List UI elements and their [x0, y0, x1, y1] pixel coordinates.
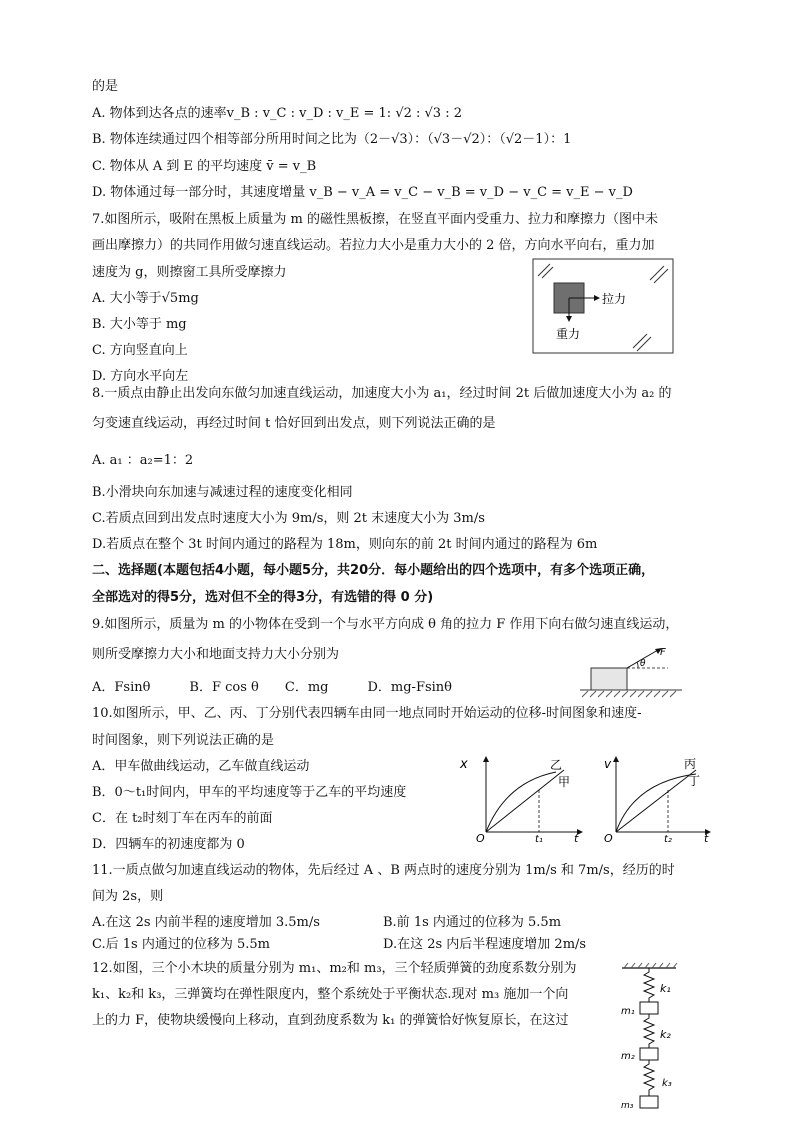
q11-stem-2: 间为 2s，则 [92, 889, 164, 904]
spring-k3-label: k₃ [662, 1078, 672, 1089]
section-2-header-1: 二、选择题(本题包括4小题，每小题5分，共20分．每小题给出的四个选项中，有多个选项正确， [92, 563, 655, 578]
q10a-curve-yi-label: 乙 [550, 758, 563, 772]
q11-option-a: A.在这 2s 内前半程的速度增加 3.5m/s [92, 915, 320, 930]
q12-stem-2: k₁、k₂和 k₃，三弹簧均在弹性限度内，整个系统处于平衡状态.现对 m₃ 施加一个向 [92, 987, 569, 1002]
q10a-curve-jia-label: 甲 [558, 775, 571, 789]
q10a-origin-label: O [476, 832, 485, 844]
block-m2 [640, 1048, 658, 1060]
q11-stem-1: 11.一质点做匀加速直线运动的物体，先后经过 A 、B 两点时的速度分别为 1m/s 和 7m/s，经历的时 [92, 863, 675, 878]
mass-m2-label: m₂ [621, 1051, 635, 1062]
q6-option-d: D. 物体通过每一部分时，其速度增量 v_B − v_A = v_C − v_B = v_D − v_C = v_E − v_D [92, 185, 633, 200]
q7-option-b: B. 大小等于 mg [92, 317, 187, 332]
q9-stem-2: 则所受摩擦力大小和地面支持力大小分别为 [92, 647, 340, 662]
spring-k1-label: k₁ [660, 982, 671, 995]
q9-force-label: F [660, 647, 666, 658]
section-2-header-2: 全部选对的得5分，选对但不全的得3分，有选错的得 0 分) [92, 590, 434, 605]
q7-stem-3: 速度为 g，则擦窗工具所受摩擦力 [92, 265, 287, 280]
q6-option-a: A. 物体到达各点的速率v_B : v_C : v_D : v_E = 1: √2 : √3 : 2 [92, 106, 462, 121]
q9-block [591, 668, 627, 690]
q8-option-a: A. a₁ ：a₂=1：2 [92, 453, 194, 468]
q10a-t-axis-label: t [574, 832, 579, 844]
q9-stem-1: 9.如图所示，质量为 m 的小物体在受到一个与水平方向成 θ 角的拉力 F 作用下向右做匀速直线运动， [92, 617, 679, 632]
q11-option-c: C.后 1s 内通过的位移为 5.5m [92, 937, 270, 952]
q10-option-b: B．0～t₁时间内，甲车的平均速度等于乙车的平均速度 [92, 785, 407, 800]
q7-stem-2: 画出摩擦力）的共同作用做匀速直线运动。若拉力大小是重力大小的 2 倍，方向水平向右，重力加 [92, 238, 655, 253]
q8-option-c: C.若质点回到出发点时速度大小为 9m/s，则 2t 末速度大小为 3m/s [92, 511, 485, 526]
q10-xt-graph [456, 752, 586, 844]
q10b-y-axis-label: v [604, 757, 612, 771]
q11-option-d: D.在这 2s 内后半程速度增加 2m/s [383, 937, 587, 952]
q10-option-c: C．在 t₂时刻丁车在丙车的前面 [92, 811, 273, 826]
q9-options: A．Fsinθ B．F cos θ C．mg D．mg-Fsinθ [92, 680, 452, 695]
q8-stem-1: 8.一质点由静止出发向东做匀加速直线运动，加速度大小为 a₁，经过时间 2t 后做加速度大小为 a₂ 的 [92, 386, 672, 401]
q10b-curve-ding-label: 丁 [688, 774, 701, 788]
q10-stem-1: 10.如图所示，甲、乙、丙、丁分别代表四辆车由同一地点同时开始运动的位移-时间图象和速度- [92, 706, 642, 721]
q10-stem-2: 时间图象，则下列说法正确的是 [92, 733, 275, 748]
q10b-tick-label: t₂ [664, 834, 672, 844]
q8-option-b: B.小滑块向东加速与减速过程的速度变化相同 [92, 485, 353, 500]
q10-vt-graph [600, 752, 714, 844]
spring-k2-label: k₂ [660, 1028, 671, 1041]
q6-stem-tail: 的是 [92, 79, 119, 94]
block-m3 [640, 1096, 658, 1108]
q9-block-figure [574, 644, 686, 702]
gravity-label: 重力 [556, 327, 581, 341]
q7-stem-1: 7.如图所示，吸附在黑板上质量为 m 的磁性黑板擦，在竖直平面内受重力、拉力和摩擦力（图中未 [92, 212, 658, 227]
q12-stem-3: 上的力 F，使物块缓慢向上移动，直到劲度系数为 k₁ 的弹簧恰好恢复原长，在这过 [92, 1013, 569, 1028]
q10a-y-axis-label: x [460, 757, 468, 772]
q10-option-d: D．四辆车的初速度都为 0 [92, 837, 245, 852]
q7-option-a: A. 大小等于√5mg [92, 291, 199, 306]
q10-option-a: A．甲车做曲线运动，乙车做直线运动 [92, 759, 310, 774]
q6-option-c: C. 物体从 A 到 E 的平均速度 v̄ = v_B [92, 159, 317, 174]
q7-blackboard-figure [532, 258, 674, 354]
q6-option-b: B. 物体连续通过四个相等部分所用时间之比为（2－√3）：（√3－√2）：（√2－1）：1 [92, 132, 572, 147]
pull-force-label: 拉力 [602, 292, 627, 306]
mass-m1-label: m₁ [621, 1006, 635, 1017]
q12-stem-1: 12.如图，三个小木块的质量分别为 m₁、m₂和 m₃，三个轻质弹簧的劲度系数分别为 [92, 961, 577, 976]
q10b-curve-bing-label: 丙 [684, 757, 697, 771]
block-m1 [640, 1002, 658, 1014]
q7-option-d: D. 方向水平向左 [92, 369, 189, 384]
q10b-origin-label: O [604, 832, 613, 844]
q10b-t-axis-label: t [704, 832, 709, 844]
q8-option-d: D.若质点在整个 3t 时间内通过的路程为 18m，则向东的前 2t 时间内通过的路程为 6m [92, 537, 598, 552]
mass-m3-label: m₃ [621, 1101, 634, 1111]
q8-stem-2: 匀变速直线运动，再经过时间 t 恰好回到出发点，则下列说法正确的是 [92, 416, 496, 431]
q9-angle-label: θ [640, 659, 646, 669]
q11-option-b: B.前 1s 内通过的位移为 5.5m [383, 915, 562, 930]
q7-option-c: C. 方向竖直向上 [92, 343, 188, 358]
q12-spring-figure [618, 962, 708, 1118]
q10a-tick-label: t₁ [535, 834, 543, 844]
